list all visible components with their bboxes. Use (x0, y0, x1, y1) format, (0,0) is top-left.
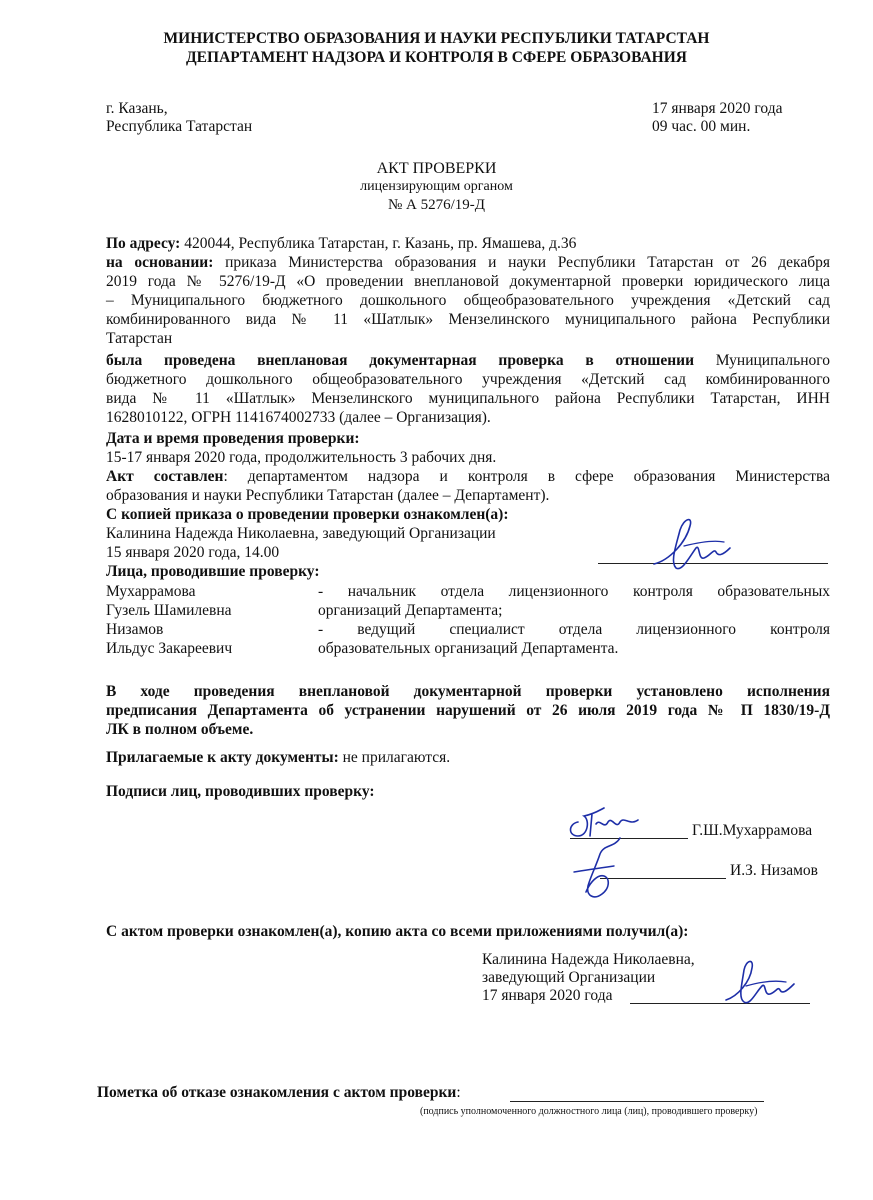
period-label: Дата и время проведения проверки: (106, 430, 360, 447)
inspector-2-first-name: Ильдус Закареевич (106, 640, 233, 657)
inspector-2-role-line-2: образовательных организаций Департамента. (318, 640, 619, 657)
inspection-line-2: бюджетного дошкольного общеобразовательного учреждения «Детский сад комбинированного (106, 371, 830, 388)
period-value: 15-17 января 2020 года, продолжительность 3 рабочих дня. (106, 449, 497, 466)
act-number: № А 5276/19-Д (387, 197, 486, 213)
act-title: АКТ ПРОВЕРКИ (376, 160, 497, 177)
compiled-line-2: образования и науки Республики Татарстан (далее – Департамент). (106, 487, 550, 504)
inspector-1-role-line-2: организаций Департамента; (318, 602, 503, 619)
department-name: ДЕПАРТАМЕНТ НАДЗОРА И КОНТРОЛЯ В СФЕРЕ ОБРАЗОВАНИЯ (186, 49, 687, 66)
received-signature (716, 956, 800, 1012)
act-date: 17 января 2020 года (652, 100, 783, 117)
address-value: 420044, Республика Татарстан, г. Казань, пр. Ямашева, д.36 (180, 235, 577, 252)
acquainted-signature (640, 512, 740, 576)
act-subtitle: лицензирующим органом (360, 179, 513, 194)
basis-line-3: – Муниципального бюджетного дошкольного общеобразовательного учреждения «Детский сад (106, 292, 830, 309)
acquainted-label: С копией приказа о проведении проверки ознакомлен(а): (106, 506, 509, 523)
attachments-value: не прилагаются. (338, 749, 451, 766)
inspector-1-first-name: Гузель Шамилевна (106, 602, 232, 619)
region: Республика Татарстан (106, 118, 253, 135)
attachments-label: Прилагаемые к акту документы: (106, 749, 339, 766)
inspector-1-role-line-1: - начальник отдела лицензионного контроля образовательных (318, 583, 830, 600)
basis-line-2: 2019 года № 5276/19-Д «О проведении внеплановой документарной проверки юридического лица (106, 273, 830, 290)
inspection-line-1: была проведена внеплановая документарная проверка в отношении Муниципального (106, 352, 830, 369)
signature-1-name: Г.Ш.Мухаррамова (692, 822, 813, 839)
inspection-line-3: вида № 11 «Шатлык» Мензелинского муниципального района Республики Татарстан, ИНН (106, 390, 830, 407)
compiled-line-1: Акт составлен: департаментом надзора и контроля в сфере образования Министерства (106, 468, 830, 485)
received-date: 17 января 2020 года (482, 987, 613, 1004)
act-time: 09 час. 00 мин. (652, 118, 751, 135)
signatures-label: Подписи лиц, проводивших проверку: (106, 783, 375, 800)
address-label: По адресу: (106, 235, 181, 252)
signature-2 (560, 832, 660, 906)
received-name: Калинина Надежда Николаевна, (482, 951, 695, 968)
city: г. Казань, (106, 100, 168, 117)
received-position: заведующий Организации (482, 969, 656, 986)
refusal-signature-line (510, 1101, 764, 1102)
basis-line-5: Татарстан (106, 330, 173, 347)
refusal-note: (подпись уполномоченного должностного лица (лиц), проводившего проверку) (420, 1106, 758, 1117)
refusal-label: Пометка об отказе ознакомления с актом проверки (97, 1084, 457, 1101)
basis-label: на основании: (106, 254, 214, 271)
acquainted-date: 15 января 2020 года, 14.00 (106, 544, 280, 561)
result-line-2: предписания Департамента об устранении нарушений от 26 июля 2019 года № П 1830/19-Д (106, 702, 830, 719)
acquainted-name: Калинина Надежда Николаевна, заведующий Организации (106, 525, 496, 542)
basis-line-1: на основании: приказа Министерства образования и науки Республики Татарстан от 26 декабря (106, 254, 830, 271)
inspection-line-4: 1628010122, ОГРН 1141674002733 (далее – Организация). (106, 409, 491, 426)
refusal-line (97, 1084, 461, 1102)
signature-2-name: И.З. Низамов (730, 862, 818, 879)
refusal-colon: : (456, 1084, 461, 1101)
received-label: С актом проверки ознакомлен(а), копию акта со всеми приложениями получил(а): (106, 923, 689, 940)
inspector-2-role-line-1: - ведущий специалист отдела лицензионного контроля (318, 621, 830, 638)
compiled-label: Акт составлен (106, 468, 224, 485)
result-line-1: В ходе проведения внеплановой документарной проверки установлено исполнения (106, 683, 830, 700)
ministry-name: МИНИСТЕРСТВО ОБРАЗОВАНИЯ И НАУКИ РЕСПУБЛИКИ ТАТАРСТАН (163, 30, 710, 47)
inspector-1-last-name: Мухаррамова (106, 583, 196, 600)
attachments-line (106, 749, 450, 767)
address-line (106, 235, 576, 253)
basis-line-4: комбинированного вида № 11 «Шатлык» Мензелинского муниципального района Республики (106, 311, 830, 328)
inspection-label: была проведена внеплановая документарная проверка в отношении (106, 352, 695, 369)
inspector-2-last-name: Низамов (106, 621, 164, 638)
result-line-3: ЛК в полном объеме. (106, 721, 254, 738)
inspectors-label: Лица, проводившие проверку: (106, 563, 320, 580)
